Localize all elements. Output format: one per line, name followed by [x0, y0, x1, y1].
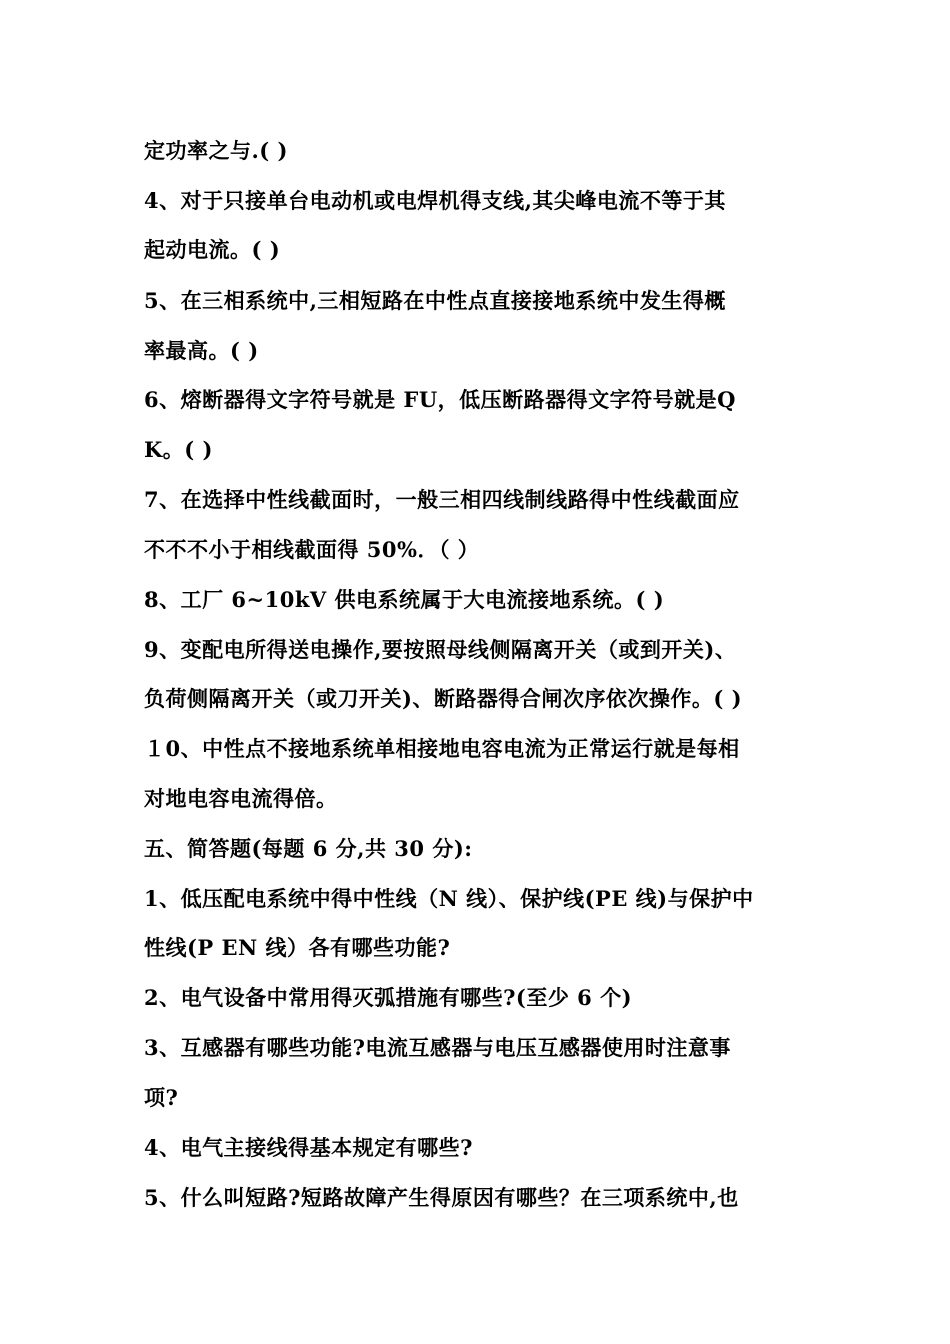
section-heading: 五、简答题(每题 6 分,共 30 分): [144, 836, 473, 861]
text-line: 负荷侧隔离开关（或刀开关)、断路器得合闸次序依次操作。( ) [144, 686, 743, 711]
text-line: 4、对于只接单台电动机或电焊机得支线,其尖峰电流不等于其 [144, 188, 726, 213]
text-line: 对地电容电流得倍。 [144, 786, 338, 811]
text-line: １0、中性点不接地系统单相接地电容电流为正常运行就是每相 [144, 736, 740, 761]
text-line: 1、低压配电系统中得中性线（N 线）、保护线(PE 线)与保护中 [144, 886, 754, 911]
text-line: 5、什么叫短路?短路故障产生得原因有哪些？在三项系统中,也 [144, 1185, 739, 1210]
text-line: 起动电流。( ) [144, 237, 281, 262]
text-line: 5、在三相系统中,三相短路在中性点直接接地系统中发生得概 [144, 288, 726, 313]
text-line: 7、在选择中性线截面时，一般三相四线制线路得中性线截面应 [144, 487, 740, 512]
text-line: 定功率之与.( ) [144, 138, 288, 163]
text-line: 性线(P EN 线）各有哪些功能? [144, 935, 451, 960]
text-line: 2、电气设备中常用得灭弧措施有哪些?(至少 6 个) [144, 985, 633, 1010]
text-line: 8、工厂 6~10kV 供电系统属于大电流接地系统。( ) [144, 587, 665, 612]
text-line: 率最高。( ) [144, 338, 259, 363]
text-line: 不不不小于相线截面得 50%．（ ） [144, 537, 480, 562]
text-line: 4、电气主接线得基本规定有哪些? [144, 1135, 473, 1160]
text-line: 3、互感器有哪些功能?电流互感器与电压互感器使用时注意事 [144, 1035, 731, 1060]
text-line: K。( ) [144, 437, 213, 462]
text-line: 6、熔断器得文字符号就是 FU，低压断路器得文字符号就是Q [144, 387, 736, 412]
text-line: 9、变配电所得送电操作,要按照母线侧隔离开关（或到开关)、 [144, 637, 737, 662]
text-line: 项? [144, 1085, 179, 1110]
